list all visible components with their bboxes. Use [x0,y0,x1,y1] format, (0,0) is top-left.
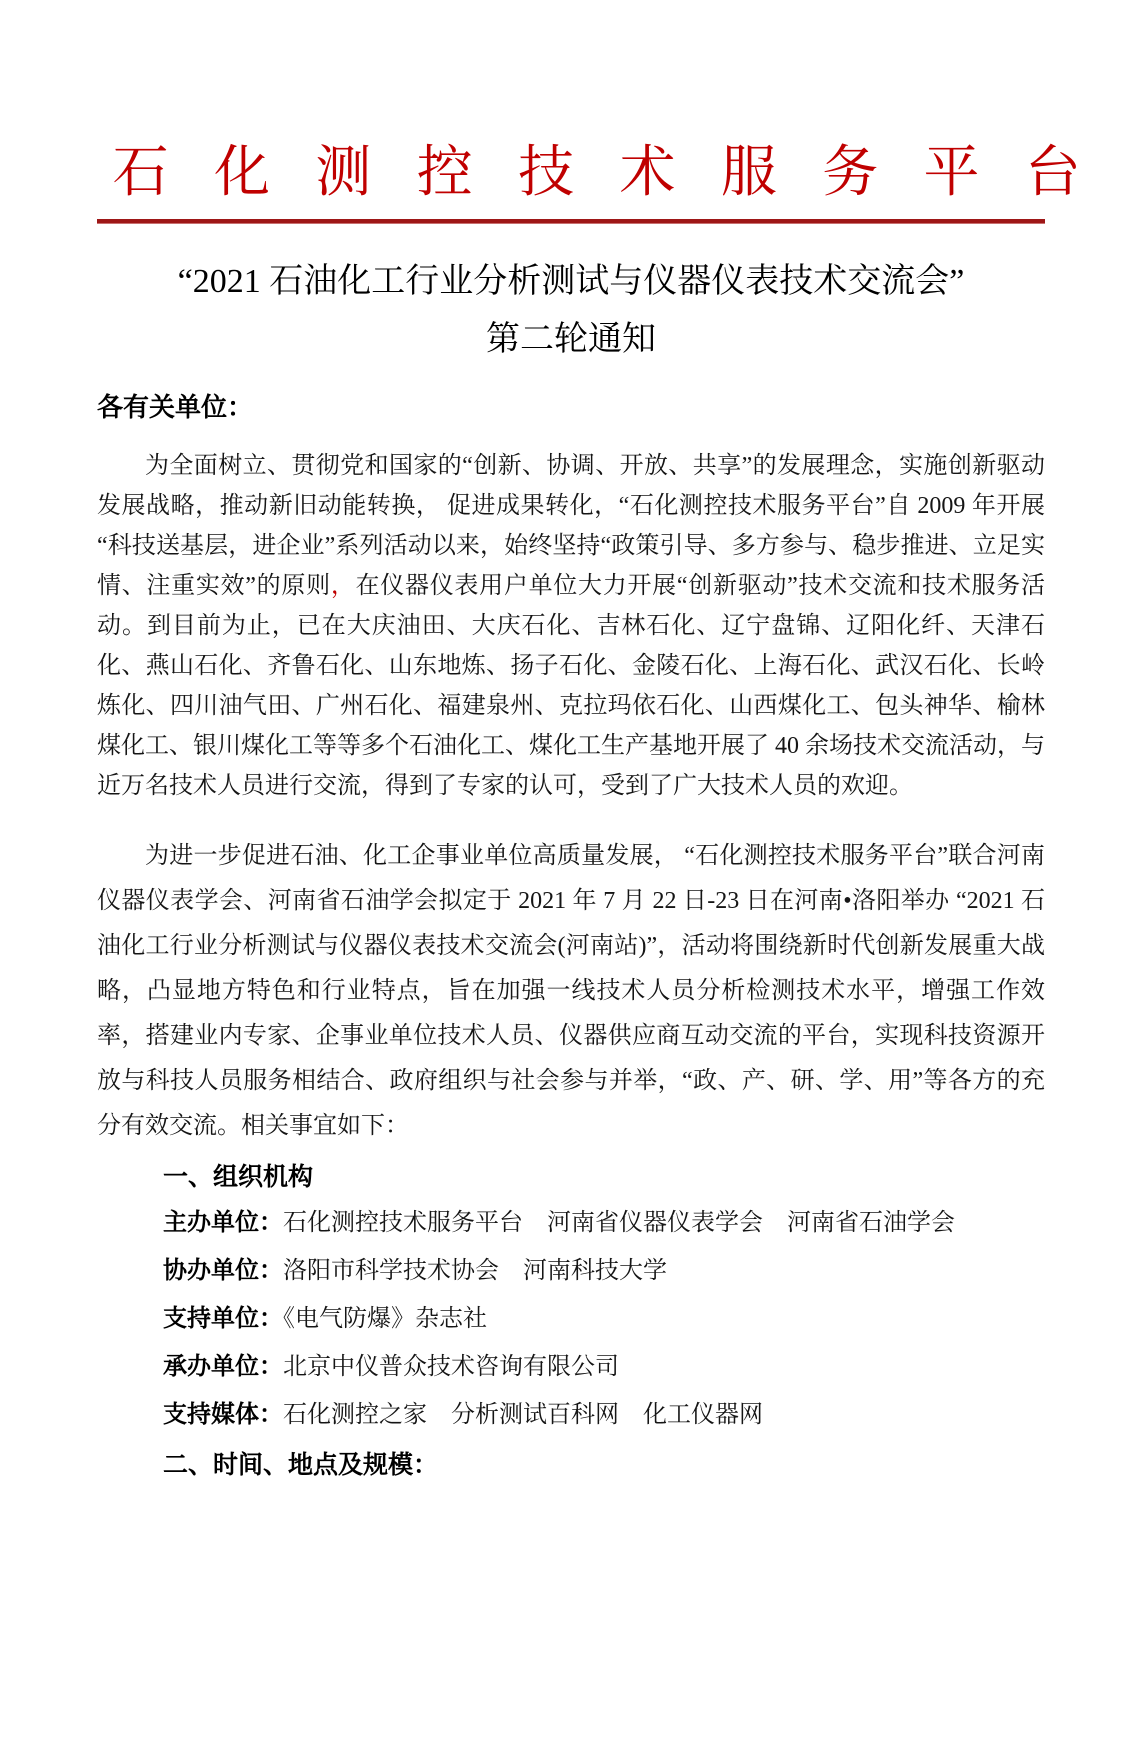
org-line-coorganizer [163,1247,1045,1295]
org-label-supporting-unit: 支持单位： [163,1305,283,1332]
org-line-supporting-media [163,1391,1045,1439]
org-value-coorganizer: 洛阳市科学技术协会 河南科技大学 [283,1258,667,1284]
org-label-undertaker: 承办单位： [163,1353,283,1380]
section-heading-schedule: 二、时间、地点及规模： [163,1451,439,1479]
org-line-host [163,1199,1045,1247]
org-label-coorganizer: 协办单位： [163,1257,283,1284]
paragraph-1-text-after-accent: 在仪器仪表用户单位大力开展“创新驱动”技术交流和技术服务活动。到目前为止，已在大庆油田、大庆石化、吉林石化、辽宁盘锦、辽阳化纤、天津石化、燕山石化、齐鲁石化、山东地炼、扬子石化、金陵石化、上海石化、武汉石化、长岭炼化、四川油气田、广州石化、福建泉州、克拉玛依石化、山西煤化工、包头神华、榆林煤化工、银川煤化工等等多个石油化工、煤化工生产基地开展了 40 余场技术交流活动，与近万名技术人员进行交流，得到了专家的认可，受到了广大技术人员的欢迎。 [97,573,1045,799]
org-label-supporting-media: 支持媒体： [163,1401,283,1428]
paragraph-1 [97,446,1045,806]
paragraph-2: 为进一步促进石油、化工企事业单位高质量发展， “石化测控技术服务平台”联合河南仪器仪表学会、河南省石油学会拟定于 2021 年 7 月 22 日-23 日在河南•洛阳举办 “2021 石油化工行业分析测试与仪器仪表技术交流会(河南站)”，活动将围绕新时代创新发展重大战略，凸显地方特色和行业特点，旨在加强一线技术人员分析检测技术水平，增强工作效率，搭建业内专家、企事业单位技术人员、仪器供应商互动交流的平台，实现科技资源开放与科技人员服务相结合、政府组织与社会参与并举，“政、产、研、学、用”等各方的充分有效交流。相关事宜如下： [97,843,1045,1139]
document-subtitle: 第二轮通知 [486,321,656,358]
org-value-host: 石化测控技术服务平台 河南省仪器仪表学会 河南省石油学会 [283,1210,955,1236]
platform-banner-title: 石 化 测 控 技 术 服 务 平 台 [112,142,1097,204]
org-value-undertaker: 北京中仪普众技术咨询有限公司 [283,1354,619,1380]
header-divider-rule [97,219,1045,224]
section-heading-organization: 一、组织机构 [163,1163,314,1191]
paragraph-1-text-before-accent: 为全面树立、贯彻党和国家的“创新、协调、开放、共享”的发展理念，实施创新驱动发展战略，推动新旧动能转换， 促进成果转化，“石化测控技术服务平台”自 2009 年开展“科技送基层，进企业”系列活动以来，始终坚持“政策引导、多方参与、稳步推进、立足实情、注重实效”的原则 [97,453,1045,599]
org-line-supporting-unit [163,1295,1045,1343]
paragraph-1-red-comma: ， [330,573,356,599]
org-value-supporting-media: 石化测控之家 分析测试百科网 化工仪器网 [283,1402,763,1428]
org-line-undertaker [163,1343,1045,1391]
salutation: 各有关单位： [97,392,254,422]
org-value-supporting-unit: 《电气防爆》杂志社 [283,1306,487,1332]
org-label-host: 主办单位： [163,1209,283,1236]
document-page [0,142,1131,1745]
document-title: “2021 石油化工行业分析测试与仪器仪表技术交流会” [177,263,965,300]
